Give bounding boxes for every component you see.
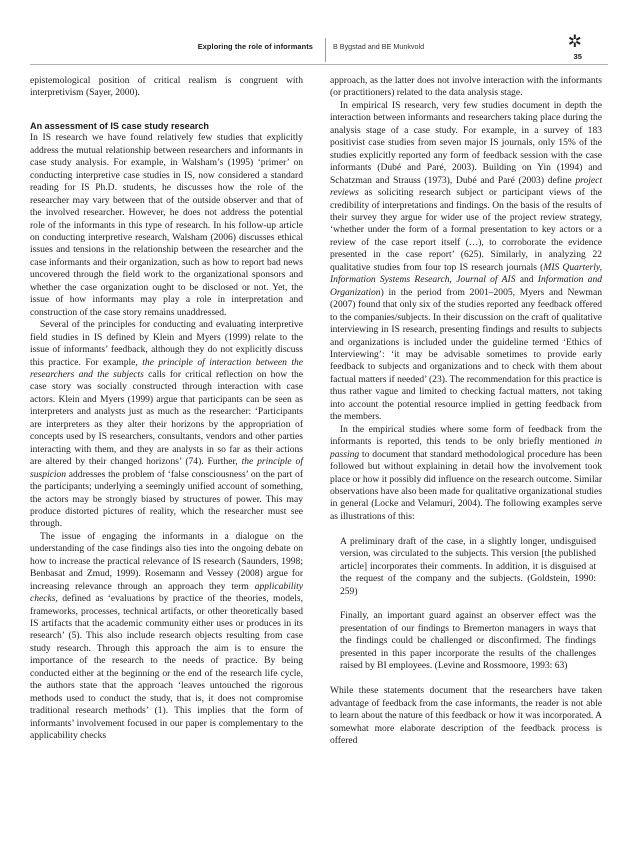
right-paragraph-1: In empirical IS research, very few studies document in depth the interaction between informants and researchers taking place during the analysis stage of a case study. For example, in a survey of 183 positivist case studies from seven major IS journals, only 15% of the studies explicitly reported any form of feedback session with the case informants (Dubé and Paré, 2003). Building on Yin (1994) and Schatzman and Strauss (1973), Dubé and Paré (2003) define project reviews as soliciting research subject or participant views of the credibility of interpretations and findings. On the basis of the results of their survey they argue for wider use of the project review strategy, ‘whether under the form of a formal presentation to key actors or a review of the case report itself (…), to corroborate the evidence presented in the case report’ (625). Similarly, in analyzing 22 qualitative studies from four top IS research journals (MIS Quarterly, Information Systems Research, Journal of AIS and Information and Organization) in the period from 2001–2005, Myers and Newman (2007) found that only six of the studies reported any feedback offered to the companies/subjects. In their discussion on the craft of qualitative interviewing in IS research, presenting findings and results to subjects and organizations is included under the guideline termed ‘Ethics of Interviewing’: ‘it may be advisable sometimes to provide early feedback to subjects and organizations and to check with them about factual matters if needed’ (23). The recommendation for this practice is thus rather vague and limited to checking factual matters, not taking into account the potential resource implied in getting feedback from the members. — [330, 99, 602, 423]
sun-burst-icon: ✲ — [567, 32, 582, 52]
spacer — [30, 100, 303, 120]
right-paragraph-0: approach, as the latter does not involve interaction with the informants (or practitioners) related to the data analysis stage. — [330, 75, 602, 99]
running-title: Exploring the role of informants — [197, 42, 313, 51]
block-quote-1 — [340, 536, 596, 598]
right-column — [330, 75, 602, 747]
left-paragraph-1: In IS research we have found relatively few studies that explicitly address the mutual relationship between researchers and informants in case study analysis. For example, in Walsham’s (1995) ‘primer’ on conducting interpretive case studies in IS, now considered a standard reading for IS Ph.D. students, he discusses how the role of the researcher may vary between that of the outside observer and that of the involved researcher. However, he does not address the potential role of the informants in this type of research. In his follow-up article on conducting interpretive research, Walsham (2006) discusses ethical issues and tensions in the relationship between the researcher and the case informants and their organization, such as how to report bad news uncovered through the field work to the organizational sponsors and whether the case organization ought to be disclosed or not. Yet, the issue of how informants may play a role in interpretation and construction of the case story remains unaddressed. — [30, 132, 303, 318]
spacer — [330, 673, 602, 685]
left-paragraph-0: epistemological position of critical realism is congruent with interpretivism (Sayer, 2000). — [30, 75, 303, 99]
spacer — [330, 523, 602, 535]
spacer — [330, 598, 602, 610]
running-authors: B Bygstad and BE Munkvold — [333, 42, 425, 51]
header-rule — [30, 64, 608, 65]
quote-text-2: Finally, an important guard against an observer effect was the presentation of our findings to Bremerton managers in ways that the findings could be challenged or disconfirmed. The findings presented in this paper incorporate the results of the challenges raised by BI employees. (Levine and Rossmoore, 1993: 63) — [340, 610, 596, 672]
page-number: 35 — [573, 52, 582, 61]
header-divider — [325, 38, 326, 62]
left-paragraph-2: Several of the principles for conducting and evaluating interpretive field studies in IS defined by Klein and Myers (1999) relate to the issue of informants’ feedback, although they do not explicitly discuss this practice. For example, the principle of interaction between the researchers and the subjects calls for critical reflection on how the case story was socially constructed through interaction with case actors. Klein and Myers (1999) argue that participants can be seen as interpreters and analysts just as much as the researcher: ‘Participants are interpreters as they alter their horizons by the appropriation of concepts used by IS researchers, consultants, vendors and other parties interacting with them, and they are analysts in so far as their actions are altered by their changed horizons’ (74). Further, the principle of suspicion addresses the problem of ‘false consciousness’ on the part of the participants; underlying a seemingly unified account of something, the actors may be strongly biased by structures of power. This may produce distorted pictures of reality, which the researcher must see through. — [30, 319, 304, 530]
left-paragraph-3: The issue of engaging the informants in a dialogue on the understanding of the case findings also ties into the ongoing debate on how to increase the practical relevance of IS research (Saunders, 1998; Benbasat and Zmud, 1999). Rosemann and Vessey (2008) argue for increasing relevance through an approach they term applicability checks, defined as ‘evaluations by practice of the theories, models, frameworks, processes, technical artifacts, or other theoretically based IS artifacts that the academic community either uses or produces in its research’ (5). This also include research objects resulting from case study research. Through this approach the aim is to ensure the importance of the research to the needs of practice. By being conducted either at the beginning or the end of the research life cycle, the authors state that the approach ‘leaves untouched the rigorous methods used to conduct the study, that is, it does not compromise traditional research methods’ (1). This implies that the form of informants’ involvement focused in our paper is complementary to the applicability checks — [30, 530, 303, 742]
section-heading: An assessment of IS case study research — [30, 120, 209, 131]
quote-text-1: A preliminary draft of the case, in a slightly longer, undisguised version, was circulated to the subjects. This version [the published article] incorporates their comments. In addition, it is disguised at the request of the company and the subjects. (Goldstein, 1990: 259) — [340, 535, 596, 597]
block-quote-2 — [340, 610, 596, 672]
right-paragraph-2: In the empirical studies where some form of feedback from the informants is reported, this tends to be only briefly mentioned in passing to document that standard methodological procedure has been followed but without explaining in detail how the involvement took place or how it possibly did influence on the research outcome. Similar observations have also been made for qualitative organizational studies in general (Locke and Velamuri, 2004). The following examples serve as illustrations of this: — [330, 423, 603, 522]
right-paragraph-3: While these statements document that the researchers have taken advantage of feedback from the case informants, the reader is not able to learn about the nature of this feedback or how it was incorporated. A somewhat more elaborate description of the feedback process is offered — [330, 685, 602, 746]
left-column — [30, 75, 303, 743]
page-header — [30, 32, 608, 62]
